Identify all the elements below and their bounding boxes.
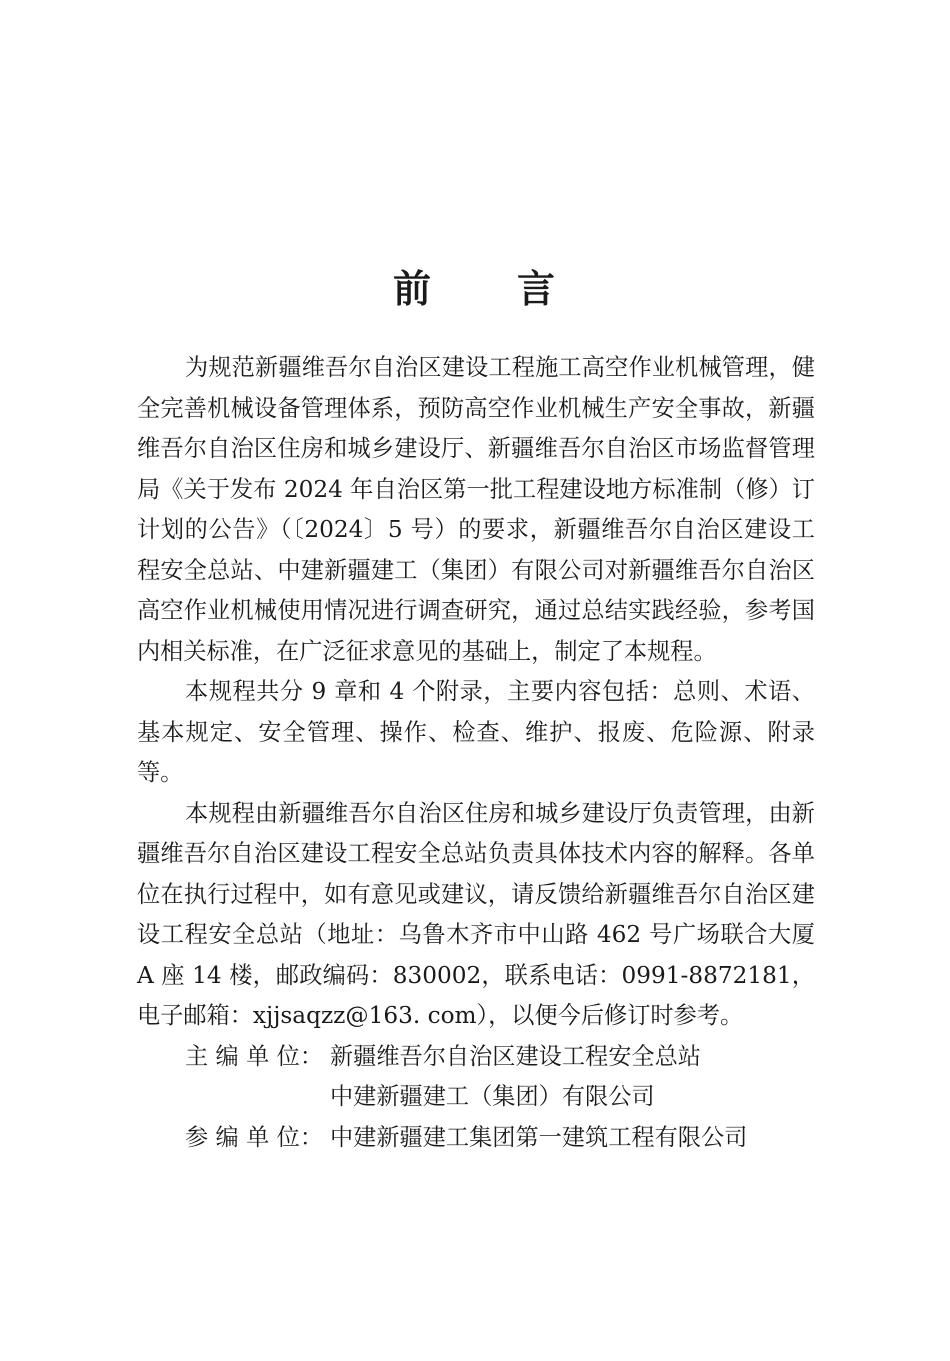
chief-editor-row-1 (137, 1037, 815, 1078)
participant-editor-row-1 (137, 1118, 815, 1159)
editor-units (137, 1037, 815, 1159)
preface-paragraph-contents: 本规程共分 9 章和 4 个附录，主要内容包括：总则、术语、基本规定、安全管理、操作、检查、维护、报废、危险源、附录等。 (137, 678, 815, 786)
preface-paragraph-feedback: 本规程由新疆维吾尔自治区住房和城乡建设厅负责管理，由新疆维吾尔自治区建设工程安全总站负责具体技术内容的解释。各单位在执行过程中，如有意见或建议，请反馈给新疆维吾尔自治区建设工程安全总站（地址：乌鲁木齐市中山路 462 号广场联合大厦 A 座 14 楼，邮政编码：830002，联系电话：0991-8872181，电子邮箱：xjjsaqzz@163. com），以便今后修订时参考。 (137, 799, 815, 1029)
chief-editor-row-2 (137, 1077, 815, 1118)
preface-paragraph-purpose: 为规范新疆维吾尔自治区建设工程施工高空作业机械管理，健全完善机械设备管理体系，预防高空作业机械生产安全事故，新疆维吾尔自治区住房和城乡建设厅、新疆维吾尔自治区市场监督管理局《关于发布 2024 年自治区第一批工程建设地方标准制（修）订计划的公告》（〔2024〕5 号）的要求，新疆维吾尔自治区建设工程安全总站、中建新疆建工（集团）有限公司对新疆维吾尔自治区高空作业机械使用情况进行调查研究，通过总结实践经验，参考国内相关标准，在广泛征求意见的基础上，制定了本规程。 (137, 354, 815, 665)
participant-editor-label: 参 编 单 位： (185, 1123, 324, 1151)
participant-editor-unit: 中建新疆建工集团第一建筑工程有限公司 (330, 1123, 748, 1151)
page-title (0, 258, 950, 313)
preface-body (137, 348, 815, 1158)
chief-editor-unit: 新疆维吾尔自治区建设工程安全总站 (330, 1042, 701, 1070)
title-part-2: 言 (517, 266, 558, 311)
title-part-1: 前 (392, 266, 433, 311)
chief-editor-unit: 中建新疆建工（集团）有限公司 (330, 1083, 655, 1110)
chief-editor-label: 主 编 单 位： (185, 1042, 324, 1070)
